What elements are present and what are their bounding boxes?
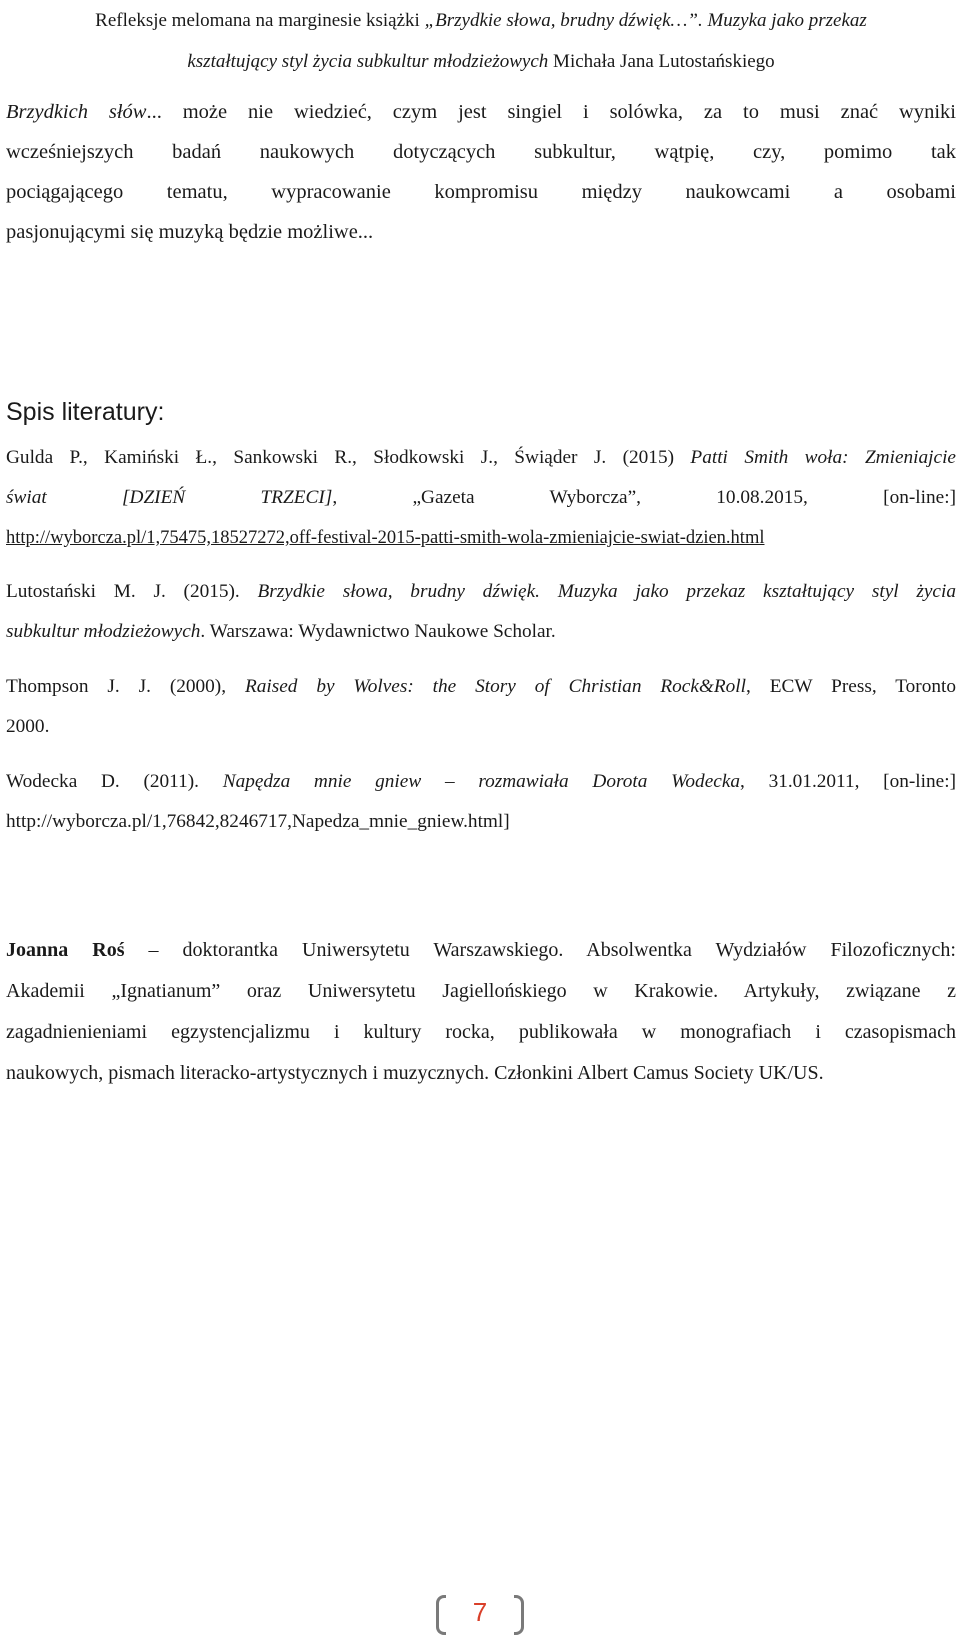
reference-wodecka-url-line: http://wyborcza.pl/1,76842,8246717,Napedza_mnie_gniew.html] xyxy=(6,811,510,832)
reference-details: , 31.01.2011, [on-line:] xyxy=(740,771,956,792)
reference-details: . Warszawa: Wydawnictwo Naukowe Scholar. xyxy=(200,621,556,642)
author-bio xyxy=(6,930,956,1094)
reference-title: Brzydkie słowa, brudny dźwięk. Muzyka jako przekaz kształtujący styl życia xyxy=(257,581,956,602)
author-bio-line-1-text: – doktorantka Uniwersytetu Warszawskiego. Absolwentka Wydziałów Filozoficznych: xyxy=(124,939,956,961)
header-book-title: „Brzydkie słowa, brudny dźwięk…”. Muzyka jako przekaz xyxy=(424,10,867,31)
page-number: 7 xyxy=(472,1597,488,1627)
reference-gulda-url-line xyxy=(6,518,956,558)
reference-wodecka xyxy=(6,762,956,842)
reference-authors: Thompson J. J. (2000), xyxy=(6,676,245,697)
reference-title-cont: świat [DZIEŃ TRZECI] xyxy=(6,487,333,508)
bibliography-heading: Spis literatury: xyxy=(6,398,165,426)
author-name: Joanna Roś xyxy=(6,939,125,961)
intro-line-3: pociągającego tematu, wypracowanie kompromisu między naukowcami a osobami xyxy=(6,181,956,203)
reference-wodecka-line-1 xyxy=(6,762,956,802)
reference-lutostanski-line-2 xyxy=(6,612,956,652)
reference-title-cont: subkultur młodzieżowych xyxy=(6,621,201,642)
header-text-plain: Refleksje melomana na marginesie książki xyxy=(95,10,425,31)
reference-url-link[interactable]: http://wyborcza.pl/1,75475,18527272,off-festival-2015-patti-smith-wola-zmieniajcie-swiat-dzien.html xyxy=(6,528,765,548)
intro-paragraph xyxy=(6,92,956,252)
reference-details: , „Gazeta Wyborcza”, 10.08.2015, [on-line:] xyxy=(332,487,956,508)
reference-thompson xyxy=(6,667,956,747)
intro-line-4: pasjonującymi się muzyką będzie możliwe... xyxy=(6,221,374,243)
reference-lutostanski-line-1 xyxy=(6,572,956,612)
author-bio-line-2: Akademii „Ignatianum” oraz Uniwersytetu Jagiellońskiego w Krakowie. Artykuły, związane z xyxy=(6,980,956,1002)
reference-gulda xyxy=(6,438,956,558)
author-bio-line-1 xyxy=(6,930,956,971)
running-header xyxy=(6,0,956,82)
author-bio-line-4: naukowych, pismach literacko-artystycznych i muzycznych. Członkini Albert Camus Society UK/US. xyxy=(6,1062,824,1084)
reference-thompson-line-2: 2000. xyxy=(6,716,50,737)
reference-title: Patti Smith woła: Zmieniajcie xyxy=(690,447,956,468)
running-header-line-1 xyxy=(6,0,956,41)
reference-details: , ECW Press, Toronto xyxy=(746,676,956,697)
reference-authors: Wodecka D. (2011). xyxy=(6,771,223,792)
right-bracket-icon xyxy=(514,1595,524,1635)
reference-authors: Lutostański M. J. (2015). xyxy=(6,581,258,602)
reference-thompson-line-1 xyxy=(6,667,956,707)
intro-line-1-text: ... może nie wiedzieć, czym jest singiel i solówka, za to musi znać wyniki xyxy=(146,101,956,123)
reference-title: Raised by Wolves: the Story of Christian Rock&Roll xyxy=(244,676,747,697)
reference-title: Napędza mnie gniew – rozmawiała Dorota Wodecka xyxy=(222,771,741,792)
header-book-subtitle: kształtujący styl życia subkultur młodzieżowych xyxy=(187,51,549,72)
reference-lutostanski xyxy=(6,572,956,652)
header-author: Michała Jana Lutostańskiego xyxy=(548,51,775,72)
page-number-badge xyxy=(430,1595,530,1639)
intro-lead-title: Brzydkich słów xyxy=(6,101,147,123)
author-bio-line-3: zagadnienieniami egzystencjalizmu i kultury rocka, publikowała w monografiach i czasopismach xyxy=(6,1021,956,1043)
reference-gulda-line-2 xyxy=(6,478,956,518)
reference-authors: Gulda P., Kamiński Ł., Sankowski R., Słodkowski J., Świąder J. (2015) xyxy=(6,447,691,468)
intro-line-1 xyxy=(6,92,956,132)
running-header-line-2 xyxy=(6,41,956,82)
reference-gulda-line-1 xyxy=(6,438,956,478)
intro-line-2: wcześniejszych badań naukowych dotyczących subkultur, wątpię, czy, pomimo tak xyxy=(6,141,956,163)
